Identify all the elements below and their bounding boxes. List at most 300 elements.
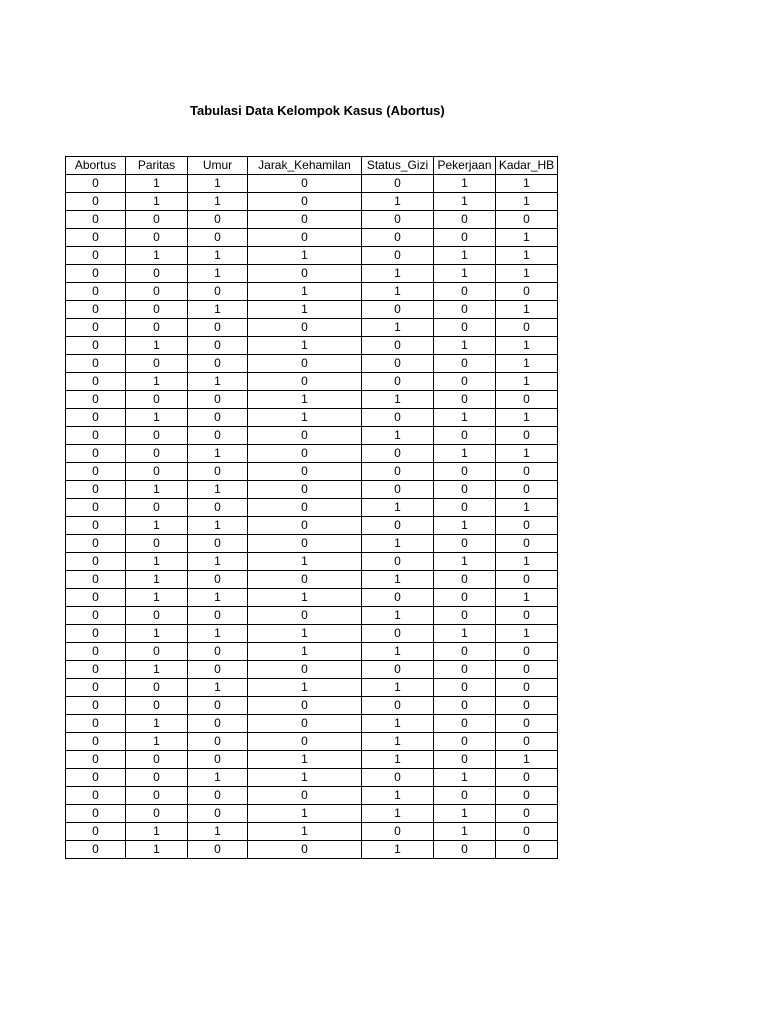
table-cell: 0 [126, 679, 188, 697]
table-cell: 1 [434, 769, 496, 787]
table-cell: 0 [66, 175, 126, 193]
table-cell: 0 [126, 355, 188, 373]
table-cell: 0 [66, 409, 126, 427]
table-cell: 1 [126, 373, 188, 391]
table-cell: 1 [188, 301, 248, 319]
table-row [66, 283, 558, 301]
table-row [66, 805, 558, 823]
table-cell: 0 [188, 337, 248, 355]
table-cell: 0 [496, 697, 558, 715]
table-row [66, 265, 558, 283]
table-cell: 1 [496, 193, 558, 211]
table-cell: 0 [496, 679, 558, 697]
table-cell: 1 [496, 247, 558, 265]
table-cell: 0 [496, 805, 558, 823]
table-cell: 1 [126, 193, 188, 211]
table-cell: 0 [362, 661, 434, 679]
table-cell: 0 [126, 499, 188, 517]
table-cell: 1 [126, 589, 188, 607]
table-cell: 0 [66, 769, 126, 787]
table-cell: 0 [434, 463, 496, 481]
table-cell: 1 [434, 445, 496, 463]
table-cell: 0 [188, 409, 248, 427]
table-cell: 0 [126, 301, 188, 319]
table-cell: 0 [188, 211, 248, 229]
table-cell: 1 [126, 337, 188, 355]
table-cell: 1 [188, 247, 248, 265]
table-cell: 0 [496, 283, 558, 301]
table-cell: 0 [66, 751, 126, 769]
table-cell: 0 [248, 715, 362, 733]
table-cell: 0 [434, 607, 496, 625]
table-cell: 0 [362, 553, 434, 571]
table-cell: 1 [434, 409, 496, 427]
table-cell: 0 [496, 481, 558, 499]
table-cell: 0 [126, 535, 188, 553]
table-cell: 0 [66, 211, 126, 229]
table-cell: 1 [362, 841, 434, 859]
table-cell: 0 [126, 229, 188, 247]
table-row [66, 571, 558, 589]
table-cell: 1 [362, 643, 434, 661]
table-cell: 0 [434, 715, 496, 733]
table-row [66, 625, 558, 643]
table-row [66, 661, 558, 679]
table-cell: 1 [362, 319, 434, 337]
table-cell: 0 [126, 265, 188, 283]
table-cell: 0 [496, 661, 558, 679]
table-cell: 0 [66, 373, 126, 391]
table-cell: 1 [248, 283, 362, 301]
table-cell: 1 [126, 481, 188, 499]
table-cell: 0 [248, 535, 362, 553]
table-cell: 0 [496, 517, 558, 535]
table-cell: 0 [188, 535, 248, 553]
table-cell: 0 [434, 373, 496, 391]
column-header-kadar-hb: Kadar_HB [496, 157, 558, 175]
table-cell: 0 [188, 355, 248, 373]
table-cell: 1 [496, 589, 558, 607]
table-cell: 0 [188, 319, 248, 337]
table-cell: 1 [248, 805, 362, 823]
table-cell: 0 [66, 535, 126, 553]
table-cell: 1 [248, 751, 362, 769]
table-cell: 0 [188, 751, 248, 769]
table-cell: 1 [434, 553, 496, 571]
table-cell: 0 [66, 463, 126, 481]
table-cell: 0 [248, 571, 362, 589]
table-cell: 0 [188, 499, 248, 517]
table-cell: 0 [66, 553, 126, 571]
table-cell: 1 [188, 517, 248, 535]
table-cell: 0 [66, 265, 126, 283]
table-cell: 0 [188, 229, 248, 247]
table-cell: 1 [126, 625, 188, 643]
table-cell: 1 [434, 247, 496, 265]
table-cell: 0 [126, 607, 188, 625]
table-cell: 0 [434, 841, 496, 859]
table-cell: 1 [188, 553, 248, 571]
table-cell: 1 [248, 553, 362, 571]
table-cell: 0 [66, 193, 126, 211]
table-cell: 0 [248, 499, 362, 517]
table-cell: 0 [362, 301, 434, 319]
table-cell: 0 [126, 697, 188, 715]
table-cell: 1 [248, 337, 362, 355]
table-cell: 0 [434, 571, 496, 589]
table-cell: 0 [66, 391, 126, 409]
table-cell: 0 [362, 445, 434, 463]
table-cell: 0 [434, 589, 496, 607]
table-cell: 0 [434, 535, 496, 553]
table-cell: 1 [188, 265, 248, 283]
table-cell: 0 [434, 643, 496, 661]
table-cell: 0 [66, 445, 126, 463]
column-header-jarak-kehamilan: Jarak_Kehamilan [248, 157, 362, 175]
table-cell: 0 [66, 247, 126, 265]
table-cell: 0 [496, 643, 558, 661]
table-cell: 0 [434, 283, 496, 301]
table-cell: 0 [248, 229, 362, 247]
table-cell: 0 [434, 787, 496, 805]
table-cell: 1 [496, 229, 558, 247]
table-cell: 0 [496, 319, 558, 337]
table-cell: 1 [188, 373, 248, 391]
table-row [66, 337, 558, 355]
table-cell: 0 [248, 445, 362, 463]
table-cell: 0 [188, 697, 248, 715]
table-cell: 1 [434, 517, 496, 535]
table-cell: 1 [126, 517, 188, 535]
table-cell: 1 [362, 751, 434, 769]
table-cell: 1 [496, 355, 558, 373]
table-cell: 0 [248, 517, 362, 535]
table-cell: 0 [188, 715, 248, 733]
table-row [66, 589, 558, 607]
table-cell: 0 [434, 679, 496, 697]
table-cell: 0 [126, 787, 188, 805]
table-cell: 1 [248, 247, 362, 265]
table-cell: 0 [362, 589, 434, 607]
table-cell: 1 [188, 445, 248, 463]
table-row [66, 553, 558, 571]
table-cell: 0 [66, 715, 126, 733]
table-cell: 1 [434, 805, 496, 823]
table-cell: 1 [496, 265, 558, 283]
table-cell: 0 [362, 697, 434, 715]
table-cell: 0 [66, 517, 126, 535]
table-cell: 1 [496, 301, 558, 319]
table-cell: 1 [126, 247, 188, 265]
table-cell: 1 [362, 427, 434, 445]
table-cell: 0 [66, 301, 126, 319]
table-cell: 0 [248, 265, 362, 283]
table-cell: 1 [248, 769, 362, 787]
table-cell: 1 [496, 175, 558, 193]
table-cell: 1 [362, 715, 434, 733]
table-cell: 0 [248, 193, 362, 211]
table-cell: 1 [362, 607, 434, 625]
table-cell: 0 [66, 625, 126, 643]
table-cell: 0 [248, 463, 362, 481]
table-cell: 1 [126, 823, 188, 841]
table-cell: 0 [66, 679, 126, 697]
table-row [66, 679, 558, 697]
table-row [66, 211, 558, 229]
table-cell: 0 [66, 571, 126, 589]
table-cell: 0 [248, 841, 362, 859]
table-cell: 0 [66, 589, 126, 607]
table-cell: 0 [434, 751, 496, 769]
table-cell: 1 [496, 625, 558, 643]
table-cell: 0 [188, 283, 248, 301]
table-cell: 1 [188, 481, 248, 499]
table-cell: 0 [362, 373, 434, 391]
table-cell: 0 [126, 463, 188, 481]
table-cell: 0 [248, 427, 362, 445]
table-cell: 0 [188, 427, 248, 445]
table-cell: 0 [362, 229, 434, 247]
table-cell: 0 [66, 337, 126, 355]
table-cell: 1 [248, 643, 362, 661]
table-cell: 0 [66, 481, 126, 499]
table-cell: 1 [496, 751, 558, 769]
table-cell: 0 [66, 643, 126, 661]
table-cell: 0 [434, 733, 496, 751]
table-row [66, 229, 558, 247]
table-cell: 0 [66, 697, 126, 715]
table-cell: 1 [362, 499, 434, 517]
table-row [66, 301, 558, 319]
table-row [66, 535, 558, 553]
table-cell: 0 [248, 697, 362, 715]
table-cell: 0 [126, 751, 188, 769]
table-cell: 1 [362, 535, 434, 553]
table-cell: 0 [126, 283, 188, 301]
table-cell: 0 [126, 805, 188, 823]
table-cell: 1 [126, 409, 188, 427]
table-cell: 0 [248, 319, 362, 337]
table-row [66, 193, 558, 211]
table-cell: 1 [126, 715, 188, 733]
table-cell: 1 [362, 391, 434, 409]
table-cell: 0 [248, 733, 362, 751]
table-row [66, 445, 558, 463]
table-cell: 0 [434, 427, 496, 445]
table-cell: 1 [248, 301, 362, 319]
table-cell: 0 [66, 355, 126, 373]
table-body [66, 175, 558, 859]
table-cell: 0 [434, 301, 496, 319]
table-cell: 1 [434, 823, 496, 841]
table-row [66, 517, 558, 535]
table-cell: 0 [362, 355, 434, 373]
table-cell: 0 [66, 283, 126, 301]
table-cell: 0 [188, 841, 248, 859]
table-row [66, 427, 558, 445]
table-cell: 0 [496, 841, 558, 859]
table-cell: 1 [496, 445, 558, 463]
table-cell: 1 [434, 193, 496, 211]
table-cell: 1 [248, 589, 362, 607]
table-row [66, 355, 558, 373]
table-row [66, 481, 558, 499]
table-cell: 0 [362, 211, 434, 229]
table-cell: 0 [248, 607, 362, 625]
table-row [66, 787, 558, 805]
table-row [66, 499, 558, 517]
table-row [66, 697, 558, 715]
table-cell: 1 [126, 733, 188, 751]
table-cell: 0 [248, 787, 362, 805]
table-cell: 0 [496, 535, 558, 553]
table-cell: 0 [496, 823, 558, 841]
table-cell: 0 [248, 175, 362, 193]
table-cell: 1 [248, 625, 362, 643]
table-cell: 1 [188, 823, 248, 841]
table-cell: 0 [362, 463, 434, 481]
table-cell: 0 [188, 391, 248, 409]
table-cell: 0 [434, 211, 496, 229]
table-cell: 1 [362, 787, 434, 805]
table-cell: 1 [496, 373, 558, 391]
table-cell: 1 [362, 733, 434, 751]
table-cell: 0 [362, 517, 434, 535]
table-cell: 0 [126, 769, 188, 787]
table-cell: 0 [126, 445, 188, 463]
table-cell: 1 [434, 265, 496, 283]
table-cell: 0 [126, 427, 188, 445]
table-cell: 0 [362, 823, 434, 841]
table-cell: 0 [66, 427, 126, 445]
table-cell: 0 [66, 841, 126, 859]
table-cell: 1 [496, 409, 558, 427]
table-cell: 1 [126, 841, 188, 859]
table-row [66, 643, 558, 661]
page-title: Tabulasi Data Kelompok Kasus (Abortus) [190, 103, 445, 118]
table-cell: 0 [248, 373, 362, 391]
table-cell: 0 [434, 661, 496, 679]
table-cell: 1 [248, 679, 362, 697]
table-cell: 0 [188, 463, 248, 481]
table-cell: 0 [248, 661, 362, 679]
table-cell: 1 [126, 661, 188, 679]
table-cell: 0 [434, 391, 496, 409]
table-cell: 1 [362, 265, 434, 283]
table-cell: 0 [496, 427, 558, 445]
table-cell: 0 [188, 805, 248, 823]
table-cell: 0 [66, 805, 126, 823]
table-cell: 0 [66, 733, 126, 751]
table-cell: 0 [66, 229, 126, 247]
table-row [66, 409, 558, 427]
table-cell: 1 [496, 553, 558, 571]
data-table [65, 156, 558, 859]
table-cell: 0 [434, 481, 496, 499]
table-cell: 0 [496, 733, 558, 751]
table-cell: 1 [434, 625, 496, 643]
table-row [66, 823, 558, 841]
table-cell: 0 [362, 337, 434, 355]
table-cell: 0 [362, 247, 434, 265]
table-cell: 1 [188, 175, 248, 193]
table-cell: 0 [496, 715, 558, 733]
table-row [66, 769, 558, 787]
table-cell: 1 [362, 193, 434, 211]
table-row [66, 841, 558, 859]
table-cell: 1 [362, 571, 434, 589]
table-cell: 1 [188, 589, 248, 607]
table-row [66, 607, 558, 625]
table-cell: 1 [188, 769, 248, 787]
table-row [66, 175, 558, 193]
table-cell: 0 [188, 661, 248, 679]
table-cell: 0 [434, 499, 496, 517]
table-cell: 1 [248, 391, 362, 409]
table-cell: 0 [188, 607, 248, 625]
table-cell: 0 [434, 319, 496, 337]
table-cell: 0 [434, 229, 496, 247]
table-cell: 0 [248, 211, 362, 229]
table-cell: 0 [66, 607, 126, 625]
table-cell: 0 [126, 391, 188, 409]
table-cell: 0 [126, 643, 188, 661]
table-cell: 1 [248, 409, 362, 427]
table-cell: 0 [66, 823, 126, 841]
table-cell: 0 [66, 787, 126, 805]
table-cell: 0 [188, 643, 248, 661]
table-cell: 0 [126, 319, 188, 337]
table-cell: 0 [188, 787, 248, 805]
table-cell: 0 [434, 355, 496, 373]
table-cell: 1 [126, 571, 188, 589]
table-cell: 0 [188, 733, 248, 751]
table-cell: 0 [362, 175, 434, 193]
table-row [66, 751, 558, 769]
table-row [66, 373, 558, 391]
table-cell: 0 [434, 697, 496, 715]
table-row [66, 463, 558, 481]
column-header-status-gizi: Status_Gizi [362, 157, 434, 175]
table-cell: 1 [188, 625, 248, 643]
table-row [66, 247, 558, 265]
table-cell: 1 [188, 193, 248, 211]
table-cell: 1 [362, 283, 434, 301]
table-cell: 0 [496, 391, 558, 409]
column-header-paritas: Paritas [126, 157, 188, 175]
table-cell: 0 [496, 769, 558, 787]
table-cell: 0 [66, 319, 126, 337]
table-cell: 0 [362, 481, 434, 499]
table-cell: 0 [496, 463, 558, 481]
table-cell: 1 [496, 499, 558, 517]
table-cell: 1 [434, 337, 496, 355]
table-cell: 0 [188, 571, 248, 589]
table-cell: 1 [362, 679, 434, 697]
table-cell: 0 [496, 571, 558, 589]
table-cell: 1 [126, 175, 188, 193]
table-cell: 1 [496, 337, 558, 355]
table-cell: 0 [66, 499, 126, 517]
table-row [66, 319, 558, 337]
table-cell: 1 [248, 823, 362, 841]
table-cell: 0 [362, 625, 434, 643]
table-cell: 1 [188, 679, 248, 697]
table-cell: 0 [362, 769, 434, 787]
table-header-row [66, 157, 558, 175]
table-cell: 0 [496, 607, 558, 625]
table-cell: 0 [362, 409, 434, 427]
